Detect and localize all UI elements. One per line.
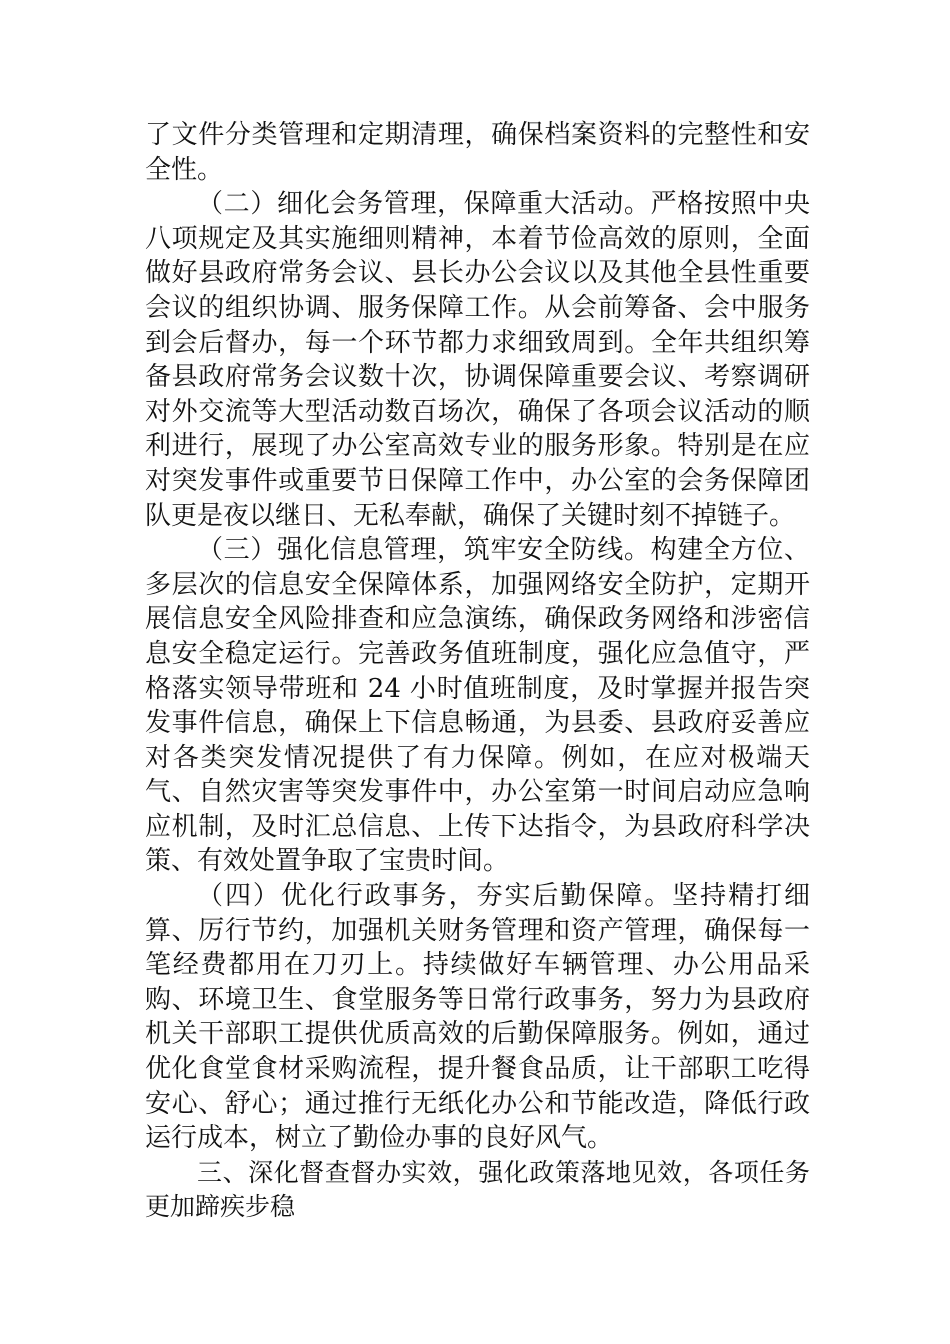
document-body [145, 118, 810, 1225]
paragraph-continuation: 了文件分类管理和定期清理，确保档案资料的完整性和安全性。 [145, 120, 810, 185]
paragraph-administrative-affairs: （四）优化行政事务，夯实后勤保障。坚持精打细算、厉行节约，加强机关财务管理和资产管理，确保每一笔经费都用在刀刃上。持续做好车辆管理、办公用品采购、环境卫生、食堂服务等日常行政事务，努力为县政府机关干部职工提供优质高效的后勤保障服务。例如，通过优化食堂食材采购流程，提升餐食品质，让干部职工吃得安心、舒心；通过推行无纸化办公和节能改造，降低行政运行成本，树立了勤俭办事的良好风气。 [145, 881, 810, 1154]
paragraph-meeting-management: （二）细化会务管理，保障重大活动。严格按照中央八项规定及其实施细则精神，本着节俭高效的原则，全面做好县政府常务会议、县长办公会议以及其他全县性重要会议的组织协调、服务保障工作。从会前筹备、会中服务到会后督办，每一个环节都力求细致周到。全年共组织筹备县政府常务会议数十次，协调保障重要会议、考察调研对外交流等大型活动数百场次，确保了各项会议活动的顺利进行，展现了办公室高效专业的服务形象。特别是在应对突发事件或重要节日保障工作中，办公室的会务保障团队更是夜以继日、无私奉献，确保了关键时刻不掉链子。 [145, 189, 810, 531]
paragraph-information-management: （三）强化信息管理，筑牢安全防线。构建全方位、多层次的信息安全保障体系，加强网络安全防护，定期开展信息安全风险排查和应急演练，确保政务网络和涉密信息安全稳定运行。完善政务值班制度，强化应急值守，严格落实领导带班和 24 小时值班制度，及时掌握并报告突发事件信息，确保上下信息畅通，为县委、县政府妥善应对各类突发情况提供了有力保障。例如，在应对极端天气、自然灾害等突发事件中，办公室第一时间启动应急响应机制，及时汇总信息、上传下达指令，为县政府科学决策、有效处置争取了宝贵时间。 [145, 535, 810, 877]
section-heading: 三、深化督查督办实效，强化政策落地见效，各项任务更加蹄疾步稳 [145, 1157, 810, 1222]
